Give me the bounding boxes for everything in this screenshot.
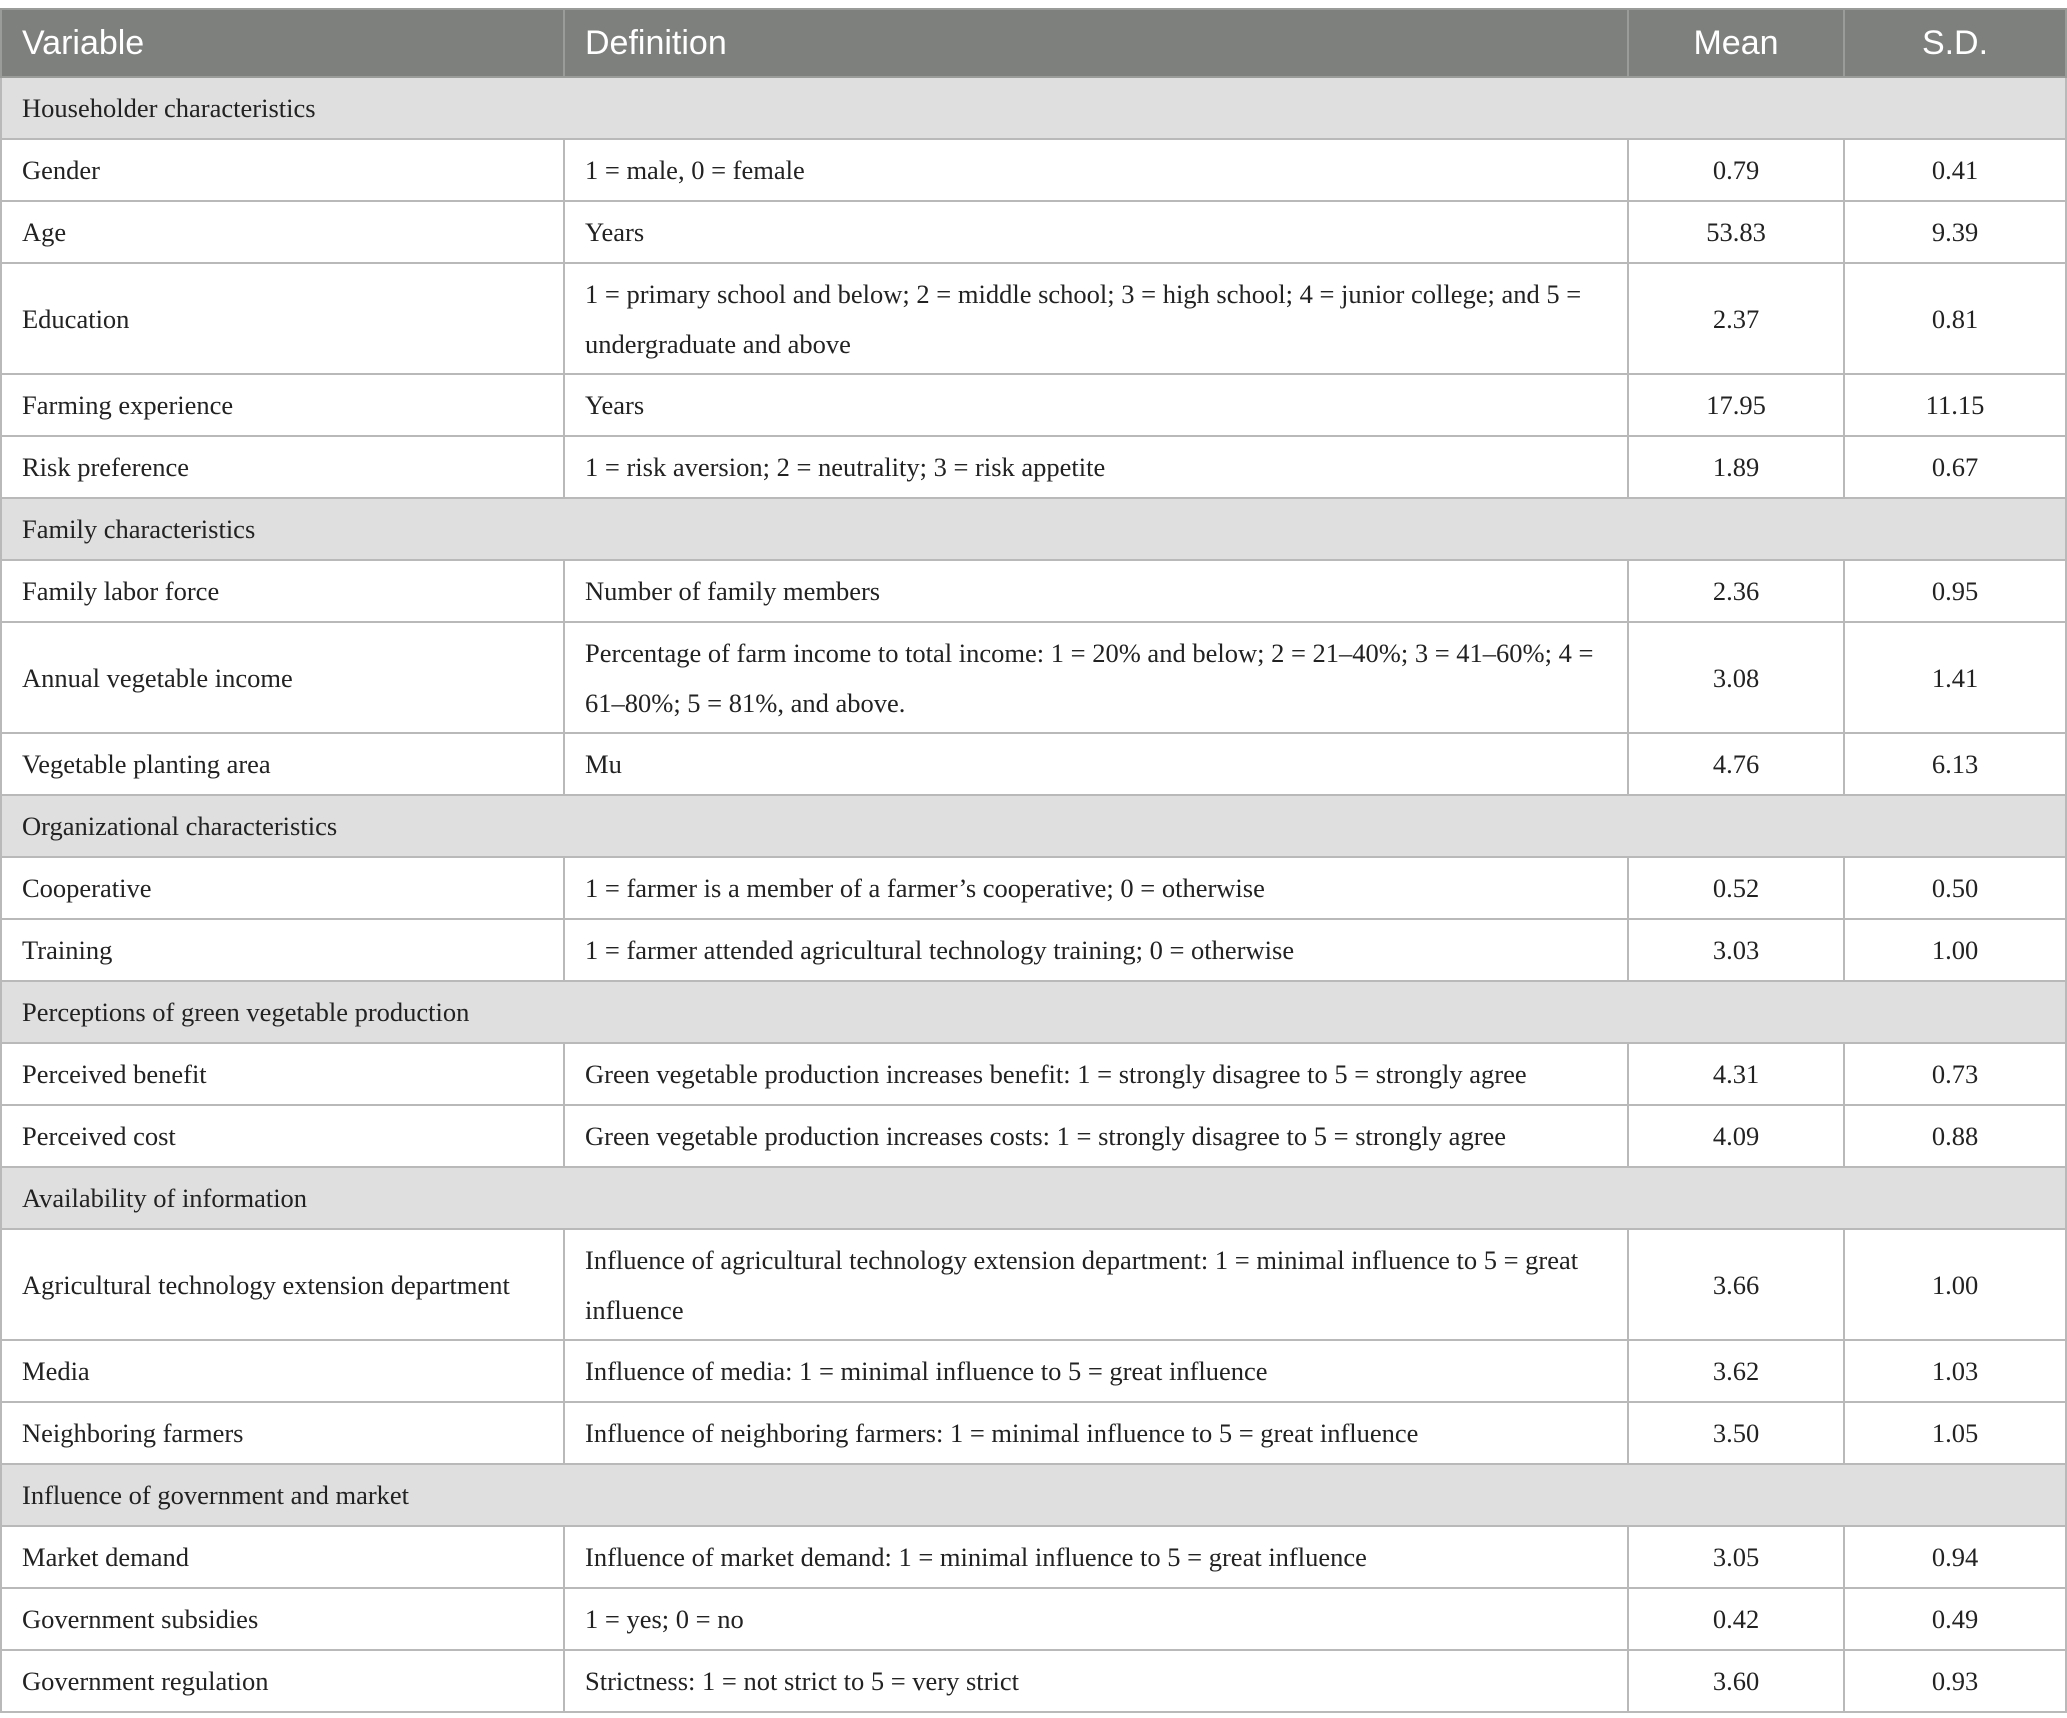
- variable-cell: Vegetable planting area: [1, 733, 564, 795]
- variable-cell: Annual vegetable income: [1, 622, 564, 733]
- header-row: [1, 9, 2066, 77]
- header-definition: Definition: [564, 9, 1628, 77]
- definition-cell: Years: [564, 201, 1628, 263]
- table-row: [1, 436, 2066, 498]
- sd-cell: 0.81: [1844, 263, 2066, 374]
- table-row: [1, 1105, 2066, 1167]
- sd-cell: 1.00: [1844, 1229, 2066, 1340]
- table-row: [1, 560, 2066, 622]
- variable-cell: Perceived cost: [1, 1105, 564, 1167]
- variable-cell: Cooperative: [1, 857, 564, 919]
- section-title: Householder characteristics: [1, 77, 2066, 139]
- definition-cell: 1 = male, 0 = female: [564, 139, 1628, 201]
- variable-cell: Agricultural technology extension department: [1, 1229, 564, 1340]
- variable-cell: Media: [1, 1340, 564, 1402]
- sd-cell: 1.03: [1844, 1340, 2066, 1402]
- section-title: Family characteristics: [1, 498, 2066, 560]
- variable-cell: Risk preference: [1, 436, 564, 498]
- sd-cell: 0.93: [1844, 1650, 2066, 1712]
- sd-cell: 9.39: [1844, 201, 2066, 263]
- sd-cell: 1.00: [1844, 919, 2066, 981]
- variable-cell: Government regulation: [1, 1650, 564, 1712]
- table-row: [1, 622, 2066, 733]
- definition-cell: Years: [564, 374, 1628, 436]
- table-row: [1, 1402, 2066, 1464]
- table-row: [1, 1526, 2066, 1588]
- section-row: [1, 1464, 2066, 1526]
- mean-cell: 4.31: [1628, 1043, 1844, 1105]
- variable-cell: Age: [1, 201, 564, 263]
- section-row: [1, 795, 2066, 857]
- sd-cell: 0.67: [1844, 436, 2066, 498]
- definition-cell: Influence of market demand: 1 = minimal influence to 5 = great influence: [564, 1526, 1628, 1588]
- mean-cell: 0.79: [1628, 139, 1844, 201]
- mean-cell: 3.50: [1628, 1402, 1844, 1464]
- definition-cell: Mu: [564, 733, 1628, 795]
- mean-cell: 4.09: [1628, 1105, 1844, 1167]
- section-row: [1, 498, 2066, 560]
- variable-cell: Family labor force: [1, 560, 564, 622]
- sd-cell: 1.05: [1844, 1402, 2066, 1464]
- sd-cell: 0.88: [1844, 1105, 2066, 1167]
- table-row: [1, 201, 2066, 263]
- header-variable: Variable: [1, 9, 564, 77]
- variable-cell: Market demand: [1, 1526, 564, 1588]
- section-row: [1, 77, 2066, 139]
- mean-cell: 3.60: [1628, 1650, 1844, 1712]
- section-row: [1, 981, 2066, 1043]
- mean-cell: 1.89: [1628, 436, 1844, 498]
- definition-cell: Green vegetable production increases costs: 1 = strongly disagree to 5 = strongly agree: [564, 1105, 1628, 1167]
- variables-table: [0, 8, 2067, 1713]
- definition-cell: Percentage of farm income to total income: 1 = 20% and below; 2 = 21–40%; 3 = 41–60%; 4 = 61–80%; 5 = 81%, and above.: [564, 622, 1628, 733]
- variable-cell: Training: [1, 919, 564, 981]
- variable-cell: Perceived benefit: [1, 1043, 564, 1105]
- definition-cell: 1 = risk aversion; 2 = neutrality; 3 = risk appetite: [564, 436, 1628, 498]
- table-row: [1, 857, 2066, 919]
- table-row: [1, 1043, 2066, 1105]
- table-row: [1, 1650, 2066, 1712]
- section-title: Influence of government and market: [1, 1464, 2066, 1526]
- mean-cell: 4.76: [1628, 733, 1844, 795]
- section-row: [1, 1167, 2066, 1229]
- mean-cell: 53.83: [1628, 201, 1844, 263]
- definition-cell: Influence of neighboring farmers: 1 = minimal influence to 5 = great influence: [564, 1402, 1628, 1464]
- sd-cell: 0.41: [1844, 139, 2066, 201]
- section-title: Organizational characteristics: [1, 795, 2066, 857]
- header-mean: Mean: [1628, 9, 1844, 77]
- definition-cell: Strictness: 1 = not strict to 5 = very strict: [564, 1650, 1628, 1712]
- mean-cell: 3.08: [1628, 622, 1844, 733]
- sd-cell: 0.73: [1844, 1043, 2066, 1105]
- mean-cell: 2.36: [1628, 560, 1844, 622]
- mean-cell: 17.95: [1628, 374, 1844, 436]
- sd-cell: 0.49: [1844, 1588, 2066, 1650]
- mean-cell: 0.42: [1628, 1588, 1844, 1650]
- mean-cell: 3.05: [1628, 1526, 1844, 1588]
- table-row: [1, 263, 2066, 374]
- sd-cell: 0.50: [1844, 857, 2066, 919]
- table-row: [1, 1340, 2066, 1402]
- mean-cell: 3.62: [1628, 1340, 1844, 1402]
- section-title: Availability of information: [1, 1167, 2066, 1229]
- table-row: [1, 374, 2066, 436]
- variable-cell: Farming experience: [1, 374, 564, 436]
- definition-cell: 1 = primary school and below; 2 = middle school; 3 = high school; 4 = junior college; and 5 = undergraduate and above: [564, 263, 1628, 374]
- section-title: Perceptions of green vegetable production: [1, 981, 2066, 1043]
- mean-cell: 3.03: [1628, 919, 1844, 981]
- table-row: [1, 919, 2066, 981]
- sd-cell: 1.41: [1844, 622, 2066, 733]
- sd-cell: 0.95: [1844, 560, 2066, 622]
- definition-cell: 1 = yes; 0 = no: [564, 1588, 1628, 1650]
- definition-cell: 1 = farmer attended agricultural technology training; 0 = otherwise: [564, 919, 1628, 981]
- table-row: [1, 1229, 2066, 1340]
- definition-cell: Green vegetable production increases benefit: 1 = strongly disagree to 5 = strongly agree: [564, 1043, 1628, 1105]
- table-row: [1, 1588, 2066, 1650]
- variable-cell: Gender: [1, 139, 564, 201]
- variable-cell: Neighboring farmers: [1, 1402, 564, 1464]
- mean-cell: 0.52: [1628, 857, 1844, 919]
- variable-cell: Education: [1, 263, 564, 374]
- header-sd: S.D.: [1844, 9, 2066, 77]
- mean-cell: 2.37: [1628, 263, 1844, 374]
- definition-cell: Influence of media: 1 = minimal influence to 5 = great influence: [564, 1340, 1628, 1402]
- mean-cell: 3.66: [1628, 1229, 1844, 1340]
- sd-cell: 0.94: [1844, 1526, 2066, 1588]
- sd-cell: 6.13: [1844, 733, 2066, 795]
- variable-cell: Government subsidies: [1, 1588, 564, 1650]
- definition-cell: Number of family members: [564, 560, 1628, 622]
- definition-cell: 1 = farmer is a member of a farmer’s cooperative; 0 = otherwise: [564, 857, 1628, 919]
- table-row: [1, 733, 2066, 795]
- definition-cell: Influence of agricultural technology extension department: 1 = minimal influence to 5 = great influence: [564, 1229, 1628, 1340]
- sd-cell: 11.15: [1844, 374, 2066, 436]
- table-row: [1, 139, 2066, 201]
